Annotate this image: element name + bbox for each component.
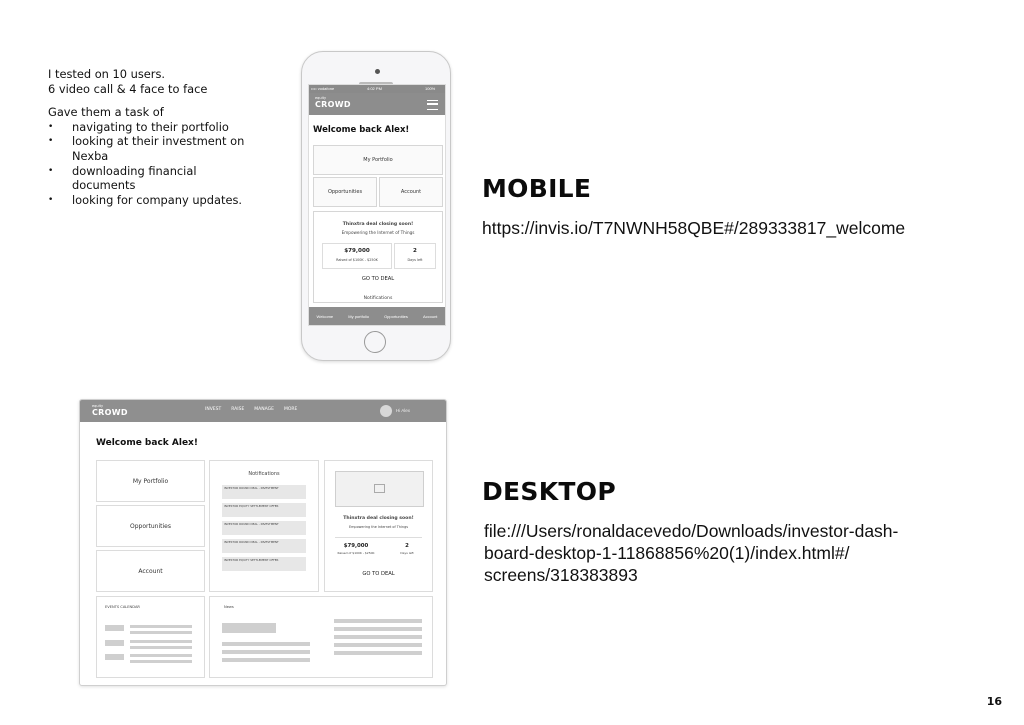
- link-line: board-desktop-1-11868856%20(1)/index.html#/: [484, 543, 850, 563]
- menu-manage[interactable]: MANAGE: [254, 407, 274, 412]
- go-to-deal-button[interactable]: GO TO DEAL: [361, 276, 395, 282]
- tab-welcome[interactable]: Welcome: [316, 313, 334, 319]
- events-panel: [96, 596, 205, 678]
- amount-sub: Raised of $100K - $250K: [337, 551, 375, 555]
- task-list: [48, 120, 258, 208]
- status-time: 4:02 PM: [367, 86, 382, 91]
- deal-subtitle: Empowering the Internet of Things: [341, 230, 415, 235]
- menu-invest[interactable]: INVEST: [205, 407, 222, 412]
- status-carrier: •••• vodafone: [311, 86, 335, 91]
- task-item: • navigating to their portfolio: [48, 120, 258, 135]
- deal-card: [324, 460, 433, 592]
- notes-line: Gave them a task of: [48, 105, 164, 120]
- opportunities-button[interactable]: Opportunities: [313, 177, 377, 207]
- amount-sub: Raised of $100K - $250K: [336, 258, 378, 262]
- divider: [335, 537, 422, 538]
- placeholder-bar: [130, 631, 192, 634]
- menu-more[interactable]: MORE: [283, 407, 298, 412]
- desktop-nav: [80, 400, 446, 422]
- my-portfolio-button[interactable]: My Portfolio: [313, 145, 443, 175]
- placeholder-bar: [334, 627, 422, 631]
- amount: $79,000: [343, 543, 369, 549]
- notification-item[interactable]: [222, 539, 306, 553]
- card-label: My Portfolio: [132, 477, 169, 485]
- placeholder-bar: [222, 642, 310, 646]
- notification-text: INVESTOR ROUND DEAL - INVESTMENT: [224, 540, 279, 544]
- deal-subtitle: Empowering the Internet of Things: [348, 525, 408, 529]
- go-to-deal-button[interactable]: GO TO DEAL: [362, 571, 395, 577]
- mobile-heading: MOBILE: [482, 174, 592, 203]
- placeholder-bar: [105, 640, 124, 646]
- avatar[interactable]: [380, 405, 392, 417]
- task-item: • looking for company updates.: [48, 193, 258, 208]
- events-heading: EVENTS CALENDAR: [105, 605, 140, 609]
- logo: [315, 96, 351, 109]
- mobile-prototype-link[interactable]: https://invis.io/T7NWNH58QBE#/289333817_welcome: [482, 218, 906, 238]
- logo-text: CROWD: [92, 408, 128, 417]
- camera-dot: [375, 69, 380, 74]
- notifications-panel: [209, 460, 319, 592]
- logo-small: equity: [315, 96, 327, 100]
- welcome-heading: Welcome back Alex!: [313, 125, 410, 135]
- notification-text: INVESTOR EQUITY SETTLEMENT OFFER: [224, 558, 279, 562]
- desktop-heading: DESKTOP: [482, 477, 616, 506]
- logo-small: equity: [92, 404, 104, 408]
- image-placeholder-icon: [374, 484, 385, 493]
- notification-text: INVESTOR ROUND DEAL - INVESTMENT: [224, 486, 279, 490]
- notification-item[interactable]: [222, 557, 306, 571]
- notification-item[interactable]: [222, 503, 306, 517]
- news-panel: [209, 596, 433, 678]
- my-portfolio-card[interactable]: [96, 460, 205, 502]
- news-heading: News: [224, 605, 234, 609]
- hamburger-icon[interactable]: [427, 100, 438, 110]
- mobile-mockup: [301, 51, 451, 361]
- task-item: • looking at their investment on Nexba: [48, 134, 258, 163]
- placeholder-bar: [105, 654, 124, 660]
- mobile-nav: [309, 93, 445, 115]
- days-box: [394, 243, 436, 269]
- welcome-heading: Welcome back Alex!: [96, 438, 198, 448]
- desktop-mockup: [79, 399, 447, 686]
- placeholder-bar: [130, 646, 192, 649]
- placeholder-bar: [334, 651, 422, 655]
- opportunities-card[interactable]: [96, 505, 205, 547]
- amount-box: [322, 243, 392, 269]
- account-card[interactable]: [96, 550, 205, 592]
- logo-text: CROWD: [315, 100, 351, 109]
- logo: [92, 404, 128, 417]
- amount: $79,000: [344, 248, 370, 254]
- tab-opportunities[interactable]: Opportunities: [384, 313, 408, 319]
- link-line: screens/318383893: [484, 565, 638, 585]
- card-label: Account: [138, 567, 163, 575]
- placeholder-bar: [334, 619, 422, 623]
- notification-text: INVESTOR ROUND DEAL - INVESTMENT: [224, 522, 279, 526]
- deal-image: [335, 471, 424, 507]
- home-button: [364, 331, 386, 353]
- desktop-menu: [205, 407, 297, 412]
- deal-title: Thinxtra deal closing soon!: [343, 516, 414, 521]
- days-sub: Days left: [407, 258, 423, 262]
- status-bar: [309, 85, 445, 93]
- notes-line: I tested on 10 users.: [48, 67, 166, 81]
- placeholder-bar: [222, 623, 276, 633]
- notifications-heading: Notifications: [363, 296, 393, 301]
- placeholder-bar: [334, 635, 422, 639]
- tab-account[interactable]: Account: [422, 313, 438, 319]
- notification-item[interactable]: [222, 521, 306, 535]
- mobile-screen: [308, 84, 446, 326]
- days-sub: Days left: [400, 551, 414, 555]
- placeholder-bar: [130, 625, 192, 628]
- notes-line: 6 video call & 4 face to face: [48, 81, 208, 96]
- notifications-heading: Notifications: [248, 471, 280, 477]
- tab-my-portfolio[interactable]: My portfolio: [348, 313, 369, 319]
- days: 2: [413, 248, 417, 254]
- placeholder-bar: [130, 640, 192, 643]
- user-name[interactable]: Hi Alex: [396, 408, 411, 413]
- placeholder-bar: [130, 654, 192, 657]
- status-battery: 100%: [425, 86, 436, 91]
- card-label: Opportunities: [130, 522, 171, 530]
- placeholder-bar: [334, 643, 422, 647]
- test-notes: [48, 67, 258, 207]
- placeholder-bar: [222, 658, 310, 662]
- task-item: • downloading financial documents: [48, 164, 258, 193]
- menu-raise[interactable]: RAISE: [231, 407, 245, 412]
- link-line: file:///Users/ronaldacevedo/Downloads/investor-dash-: [484, 521, 899, 541]
- account-button[interactable]: Account: [379, 177, 443, 207]
- desktop-prototype-link[interactable]: [484, 520, 898, 586]
- placeholder-bar: [130, 660, 192, 663]
- notification-text: INVESTOR EQUITY SETTLEMENT OFFER: [224, 504, 279, 508]
- mobile-tab-bar: [309, 307, 445, 325]
- notification-item[interactable]: [222, 485, 306, 499]
- placeholder-bar: [222, 650, 310, 654]
- placeholder-bar: [105, 625, 124, 631]
- deal-title: Thinxtra deal closing soon!: [342, 222, 414, 227]
- days: 2: [405, 543, 409, 549]
- page-number: 16: [986, 695, 1002, 708]
- deal-card: [313, 211, 443, 303]
